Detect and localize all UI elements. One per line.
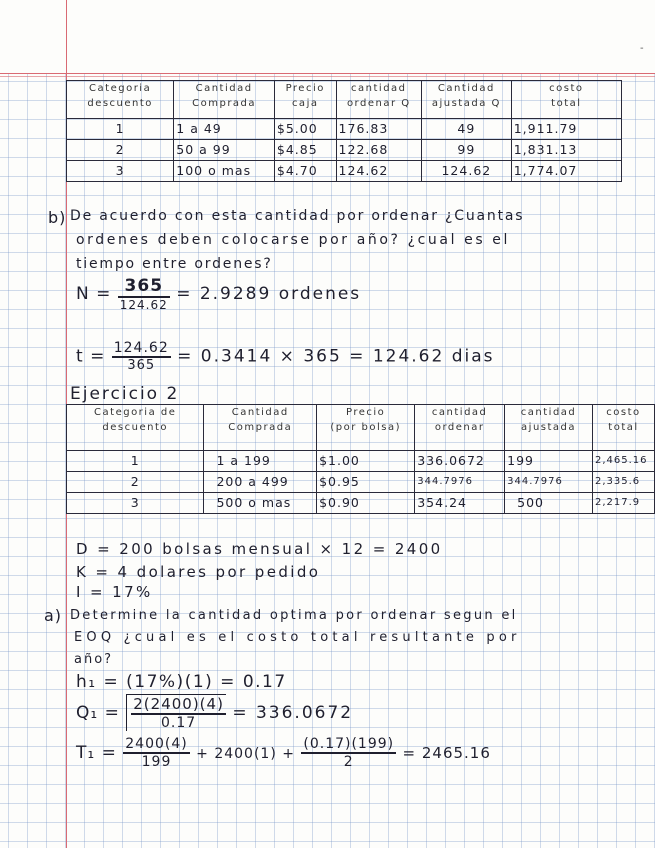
table-header-cell: cantidad ordenar Q xyxy=(336,81,421,119)
fraction-numerator: 2(2400)(4) xyxy=(133,695,224,713)
table-cell: 49 xyxy=(422,119,512,140)
fraction-denominator: 199 xyxy=(141,754,172,770)
fraction-denominator: 0.17 xyxy=(161,715,197,731)
given-interest-rate: I = 17% xyxy=(76,583,153,601)
formula-rhs: = 2465.16 xyxy=(402,744,491,762)
table-cell: 354.24 xyxy=(415,493,505,514)
table-cell: 1 a 199 xyxy=(204,451,317,472)
eoq-formula xyxy=(76,694,353,731)
table-cell: 2,335.6 xyxy=(592,472,654,493)
table-row xyxy=(67,451,655,472)
table-header-row xyxy=(67,81,622,119)
part-a-question-line-2: EOQ ¿cual es el costo total resultante por xyxy=(74,630,521,645)
table-cell: 122.68 xyxy=(336,140,421,161)
table-cell: 1,831.13 xyxy=(511,140,621,161)
table-cell: 3 xyxy=(67,161,174,182)
fraction-numerator: 365 xyxy=(118,276,170,298)
square-root xyxy=(126,694,226,731)
table-cell: $0.90 xyxy=(317,493,415,514)
table-cell: 500 xyxy=(505,493,593,514)
table-cell: 3 xyxy=(67,493,204,514)
formula-rhs: = 2.9289 ordenes xyxy=(176,284,362,304)
table-cell: 2,465.16 xyxy=(592,451,654,472)
table-cell: 124.62 xyxy=(422,161,512,182)
table-cell: 2,217.9 xyxy=(592,493,654,514)
top-red-rule-secondary xyxy=(0,76,655,77)
fraction-numerator: (0.17)(199) xyxy=(303,736,395,752)
holding-cost-formula: h₁ = (17%)(1) = 0.17 xyxy=(76,672,287,692)
given-order-cost: K = 4 dolares por pedido xyxy=(76,563,321,581)
table-cell: 99 xyxy=(422,140,512,161)
table-cell: 1,911.79 xyxy=(511,119,621,140)
fraction-denominator: 2 xyxy=(343,754,354,770)
table-cell: $4.70 xyxy=(274,161,336,182)
table-header-row xyxy=(67,405,655,451)
part-b-question-line-3: tiempo entre ordenes? xyxy=(76,256,273,272)
table-header-cell: Precio caja xyxy=(274,81,336,119)
table-cell: $4.85 xyxy=(274,140,336,161)
orders-formula xyxy=(76,276,361,312)
given-demand: D = 200 bolsas mensual × 12 = 2400 xyxy=(76,540,443,558)
table-cell: 50 a 99 xyxy=(174,140,275,161)
discount-table-2 xyxy=(66,404,655,514)
table-header-cell: costo total xyxy=(511,81,621,119)
page-mark: - xyxy=(640,43,644,54)
table-header-cell: Cantidad Comprada xyxy=(204,405,317,451)
table-header-cell: Categoria descuento xyxy=(67,81,174,119)
table-cell: 1 a 49 xyxy=(174,119,275,140)
fraction xyxy=(112,340,171,373)
formula-rhs: = 0.3414 × 365 = 124.62 dias xyxy=(177,346,495,367)
top-red-rule xyxy=(0,73,655,74)
table-header-cell: costo total xyxy=(592,405,654,451)
exercise-title: Ejercicio 2 xyxy=(70,384,180,404)
formula-rhs: = 336.0672 xyxy=(232,703,354,723)
discount-table-1 xyxy=(66,80,622,182)
fraction xyxy=(301,736,396,770)
table-header-cell: Precio (por bolsa) xyxy=(317,405,415,451)
part-b-label: b) xyxy=(48,208,67,227)
fraction-denominator: 124.62 xyxy=(119,298,168,312)
fraction xyxy=(131,695,226,731)
table-cell: $0.95 xyxy=(317,472,415,493)
part-a-question-line-3: año? xyxy=(74,652,114,667)
table-header-cell: cantidad ajustada xyxy=(505,405,593,451)
table-cell: 2 xyxy=(67,472,204,493)
formula-lhs: N = xyxy=(76,284,112,304)
table-cell: 176.83 xyxy=(336,119,421,140)
table-row xyxy=(67,472,655,493)
table-cell: 1 xyxy=(67,451,204,472)
table-row xyxy=(67,161,622,182)
total-cost-formula xyxy=(76,736,491,770)
table-row xyxy=(67,140,622,161)
formula-lhs: t = xyxy=(76,346,106,367)
table-row xyxy=(67,119,622,140)
fraction xyxy=(123,736,189,770)
time-between-orders-formula xyxy=(76,340,495,373)
table-header-cell: Categoria de descuento xyxy=(67,405,204,451)
table-cell: 1 xyxy=(67,119,174,140)
table-header-cell: Cantidad Comprada xyxy=(174,81,275,119)
table-cell: 124.62 xyxy=(336,161,421,182)
page-header-blank xyxy=(0,0,655,73)
table-cell: 1,774.07 xyxy=(511,161,621,182)
part-a-question-line-1: Determine la cantidad optima por ordenar segun el xyxy=(70,608,518,623)
fraction-numerator: 124.62 xyxy=(113,340,169,356)
part-b-question-line-2: ordenes deben colocarse por año? ¿cual es el xyxy=(76,232,510,248)
table-cell: 336.0672 xyxy=(415,451,505,472)
part-b-question-line-1: De acuerdo con esta cantidad por ordenar ¿Cuantas xyxy=(70,208,525,224)
formula-lhs: Q₁ = xyxy=(76,703,120,723)
table-header-cell: cantidad ordenar xyxy=(415,405,505,451)
table-cell: 200 a 499 xyxy=(204,472,317,493)
table-row xyxy=(67,493,655,514)
table-cell: $5.00 xyxy=(274,119,336,140)
fraction xyxy=(118,276,170,312)
part-a-label: a) xyxy=(44,606,63,625)
fraction-numerator: 2400(4) xyxy=(125,736,188,752)
table-cell: 344.7976 xyxy=(505,472,593,493)
table-cell: 2 xyxy=(67,140,174,161)
formula-lhs: T₁ = xyxy=(76,743,117,763)
table-cell: 500 o mas xyxy=(204,493,317,514)
table-cell: 100 o mas xyxy=(174,161,275,182)
table-cell: 344.7976 xyxy=(415,472,505,493)
fraction-denominator: 365 xyxy=(127,358,156,373)
table-header-cell: Cantidad ajustada Q xyxy=(422,81,512,119)
table-cell: $1.00 xyxy=(317,451,415,472)
table-cell: 199 xyxy=(505,451,593,472)
formula-middle: + 2400(1) + xyxy=(196,746,295,762)
